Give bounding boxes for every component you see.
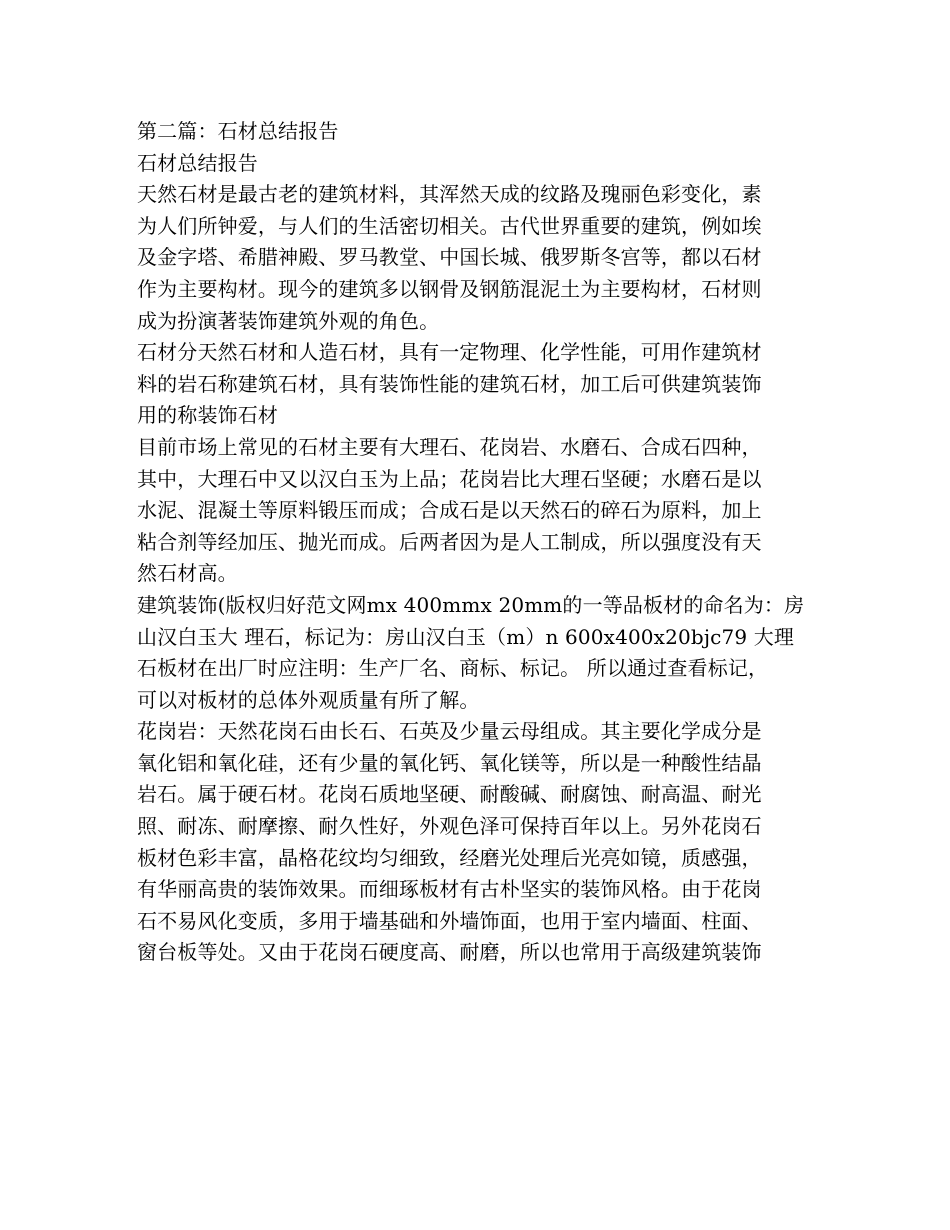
text-line: 可以对板材的总体外观质量有所了解。 xyxy=(137,687,480,712)
text-line: 建筑装饰(版权归好范文网mx 400mmx 20mm的一等品板材的命名为：房 xyxy=(137,592,805,617)
paragraph-natural-stone xyxy=(137,179,827,337)
paragraph-granite xyxy=(137,716,827,969)
text-line: 及金字塔、希腊神殿、罗马教堂、中国长城、俄罗斯冬宫等，都以石材 xyxy=(137,245,762,270)
text-line: 用的称装饰石材 xyxy=(137,403,279,428)
text-line: 作为主要构材。现今的建筑多以钢骨及钢筋混泥土为主要构材，石材则 xyxy=(137,276,762,301)
text-line: 然石材高。 xyxy=(137,561,238,586)
text-line: 岩石。属于硬石材。花岗石质地坚硬、耐酸碱、耐腐蚀、耐高温、耐光 xyxy=(137,782,762,807)
text-line: 粘合剂等经加压、抛光而成。后两者因为是人工制成，所以强度没有天 xyxy=(137,529,762,554)
text-line: 有华丽高贵的装饰效果。而细琢板材有古朴坚实的装饰风格。由于花岗 xyxy=(137,877,762,902)
text-line: 石不易风化变质，多用于墙基础和外墙饰面，也用于室内墙面、柱面、 xyxy=(137,908,762,933)
text-line: 其中，大理石中又以汉白玉为上品；花岗岩比大理石坚硬；水磨石是以 xyxy=(137,466,762,491)
text-line: 目前市场上常见的石材主要有大理石、花岗岩、水磨石、合成石四种， xyxy=(137,434,762,459)
text-line: 照、耐冻、耐摩擦、耐久性好，外观色泽可保持百年以上。另外花岗石 xyxy=(137,814,762,839)
text-line: 成为扮演著装饰建筑外观的角色。 xyxy=(137,308,440,333)
text-line: 天然石材是最古老的建筑材料，其浑然天成的纹路及瑰丽色彩变化，素 xyxy=(137,182,762,207)
text-line: 板材色彩丰富，晶格花纹均匀细致，经磨光处理后光亮如镜，质感强， xyxy=(137,845,762,870)
paragraph-stone-classification xyxy=(137,337,827,432)
text-line: 山汉白玉大 理石，标记为：房山汉白玉（m）n 600x400x20bjc79 大理 xyxy=(137,624,795,649)
text-line: 料的岩石称建筑石材，具有装饰性能的建筑石材，加工后可供建筑装饰 xyxy=(137,371,762,396)
text-line: 氧化铝和氧化硅，还有少量的氧化钙、氧化镁等，所以是一种酸性结晶 xyxy=(137,750,762,775)
text-line: 窗台板等处。又由于花岗石硬度高、耐磨，所以也常用于高级建筑装饰 xyxy=(137,940,762,965)
text-line: 为人们所钟爱，与人们的生活密切相关。古代世界重要的建筑，例如埃 xyxy=(137,213,762,238)
document-body xyxy=(137,116,827,969)
document-subheading: 石材总结报告 xyxy=(137,150,258,175)
document-heading: 第二篇：石材总结报告 xyxy=(137,119,339,143)
paragraph-building-decoration xyxy=(137,590,827,716)
text-line: 水泥、混凝土等原料锻压而成；合成石是以天然石的碎石为原料，加上 xyxy=(137,498,762,523)
text-line: 石板材在出厂时应注明：生产厂名、商标、标记。 所以通过查看标记， xyxy=(137,656,769,681)
paragraph-market-stones xyxy=(137,432,827,590)
text-line: 石材分天然石材和人造石材，具有一定物理、化学性能，可用作建筑材 xyxy=(137,340,762,365)
text-line: 花岗岩：天然花岗石由长石、石英及少量云母组成。其主要化学成分是 xyxy=(137,719,762,744)
